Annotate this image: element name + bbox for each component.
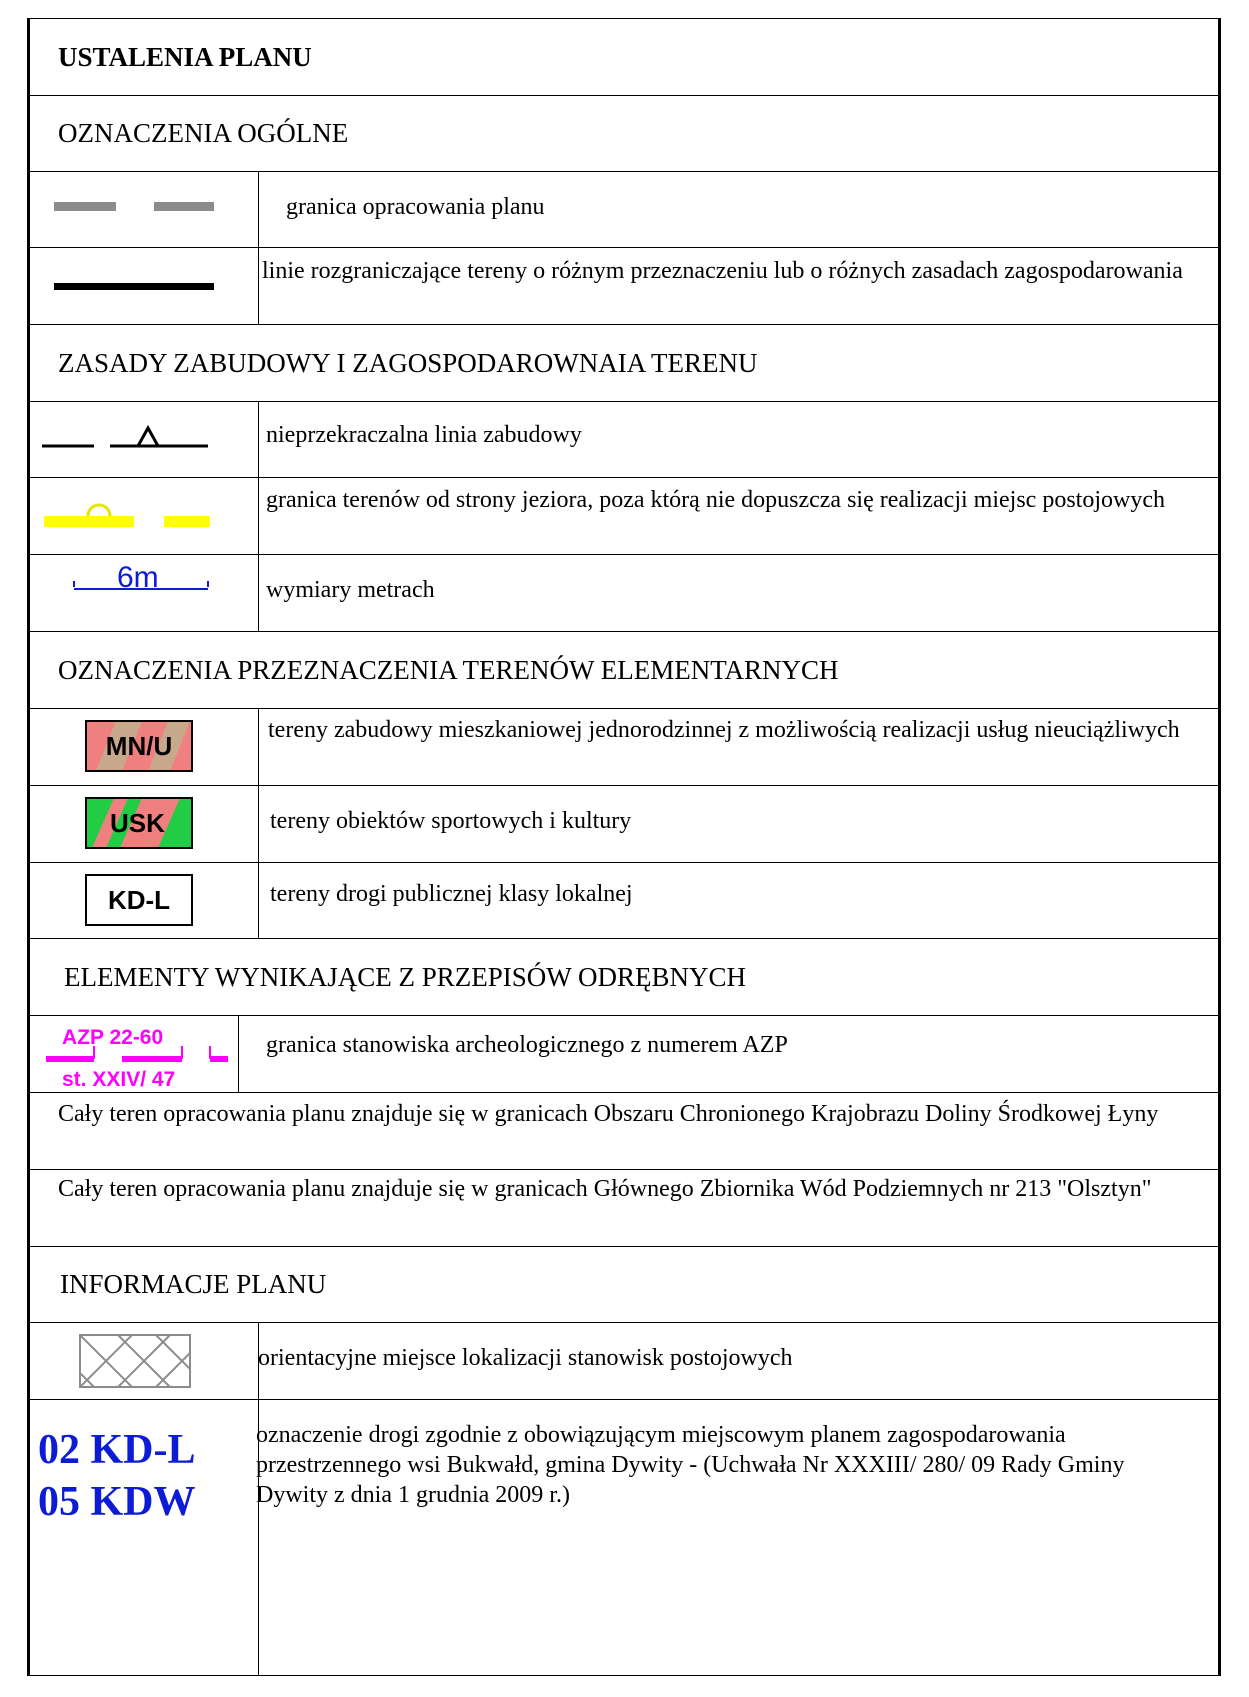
road-codes [38, 1424, 196, 1528]
legend-row-groundwater [30, 1169, 1218, 1246]
protected-area-note: Cały teren opracowania planu znajduje się w granicach Obszaru Chronionego Krajobrazu Doliny Środkowej Łyny [58, 1101, 1159, 1127]
building-line-symbol [30, 402, 259, 477]
lake-boundary-label: granica terenów od strony jeziora, poza którą nie dopuszcza się realizacji miejsc postojowych [266, 487, 1165, 513]
legend-row-plan-boundary [30, 171, 1218, 247]
legend-row-usk [30, 785, 1218, 862]
azp-site: st. XXIV/ 47 [62, 1068, 176, 1091]
legend-row-kdl [30, 862, 1218, 938]
legend-row-demarcation [30, 247, 1218, 324]
legend-row-lake-boundary [30, 477, 1218, 554]
parking-label: orientacyjne miejsce lokalizacji stanowisk postojowych [258, 1345, 793, 1371]
usk-symbol [30, 786, 259, 862]
groundwater-note: Cały teren opracowania planu znajduje się w granicach Głównego Zbiornika Wód Podziemnych nr 213 "Olsztyn" [58, 1176, 1152, 1202]
section-land-use: OZNACZENIA PRZEZNACZENIA TERENÓW ELEMENTARNYCH [30, 631, 1218, 708]
legend-title: USTALENIA PLANU [30, 18, 1218, 95]
dimension-label: 6m [117, 561, 159, 594]
mnu-symbol [30, 709, 259, 785]
plan-boundary-symbol [30, 172, 259, 247]
mnu-code: MN/U [105, 731, 173, 761]
plan-boundary-label: granica opracowania planu [286, 194, 545, 220]
demarcation-label: linie rozgraniczające tereny o różnym przeznaczeniu lub o różnych zasadach zagospodarowania [262, 258, 1183, 284]
legend-row-road-designation [30, 1399, 1218, 1676]
section-zoning: ZASADY ZABUDOWY I ZAGOSPODAROWNAIA TERENU [30, 324, 1218, 401]
road-designation-label: oznaczenie drogi zgodnie z obowiązującym miejscowym planem zagospodarowania przestrzennego wsi Bukwałd, gmina Dywity - (Uchwała Nr XXXIII/ 280/ 09 Rady Gminy Dywity z dnia 1 grudnia 2009 r.) [256, 1422, 1125, 1508]
mnu-label: tereny zabudowy mieszkaniowej jednorodzinnej z możliwością realizacji usług nieuciążliwych [268, 717, 1180, 743]
archaeology-label: granica stanowiska archeologicznego z numerem AZP [266, 1032, 788, 1058]
legend-row-building-line [30, 401, 1218, 477]
dimension-symbol [30, 555, 259, 631]
lake-boundary-symbol [30, 478, 259, 554]
usk-code: USK [110, 808, 165, 838]
legend-table [27, 18, 1221, 1676]
road-code-symbol [30, 1400, 259, 1675]
kdl-symbol [30, 863, 259, 938]
legend-row-protected-area [30, 1092, 1218, 1169]
archaeology-symbol [30, 1016, 239, 1092]
kdl-label: tereny drogi publicznej klasy lokalnej [270, 881, 633, 907]
legend-row-archaeology [30, 1015, 1218, 1092]
kdl-code: KD-L [107, 885, 171, 915]
road-code-1: 02 KD-L [38, 1427, 196, 1473]
demarcation-line-symbol [30, 248, 259, 324]
dimensions-label: wymiary metrach [266, 577, 435, 603]
building-line-label: nieprzekraczalna linia zabudowy [266, 422, 582, 448]
legend-row-parking [30, 1322, 1218, 1399]
usk-label: tereny obiektów sportowych i kultury [270, 808, 632, 834]
legend-row-dimensions [30, 554, 1218, 631]
parking-symbol [30, 1323, 259, 1399]
section-general: OZNACZENIA OGÓLNE [30, 95, 1218, 171]
section-regulations: ELEMENTY WYNIKAJĄCE Z PRZEPISÓW ODRĘBNYCH [30, 938, 1218, 1015]
section-info: INFORMACJE PLANU [30, 1246, 1218, 1322]
legend-row-mnu [30, 708, 1218, 785]
road-code-2: 05 KDW [38, 1479, 196, 1525]
azp-number: AZP 22-60 [62, 1026, 164, 1049]
